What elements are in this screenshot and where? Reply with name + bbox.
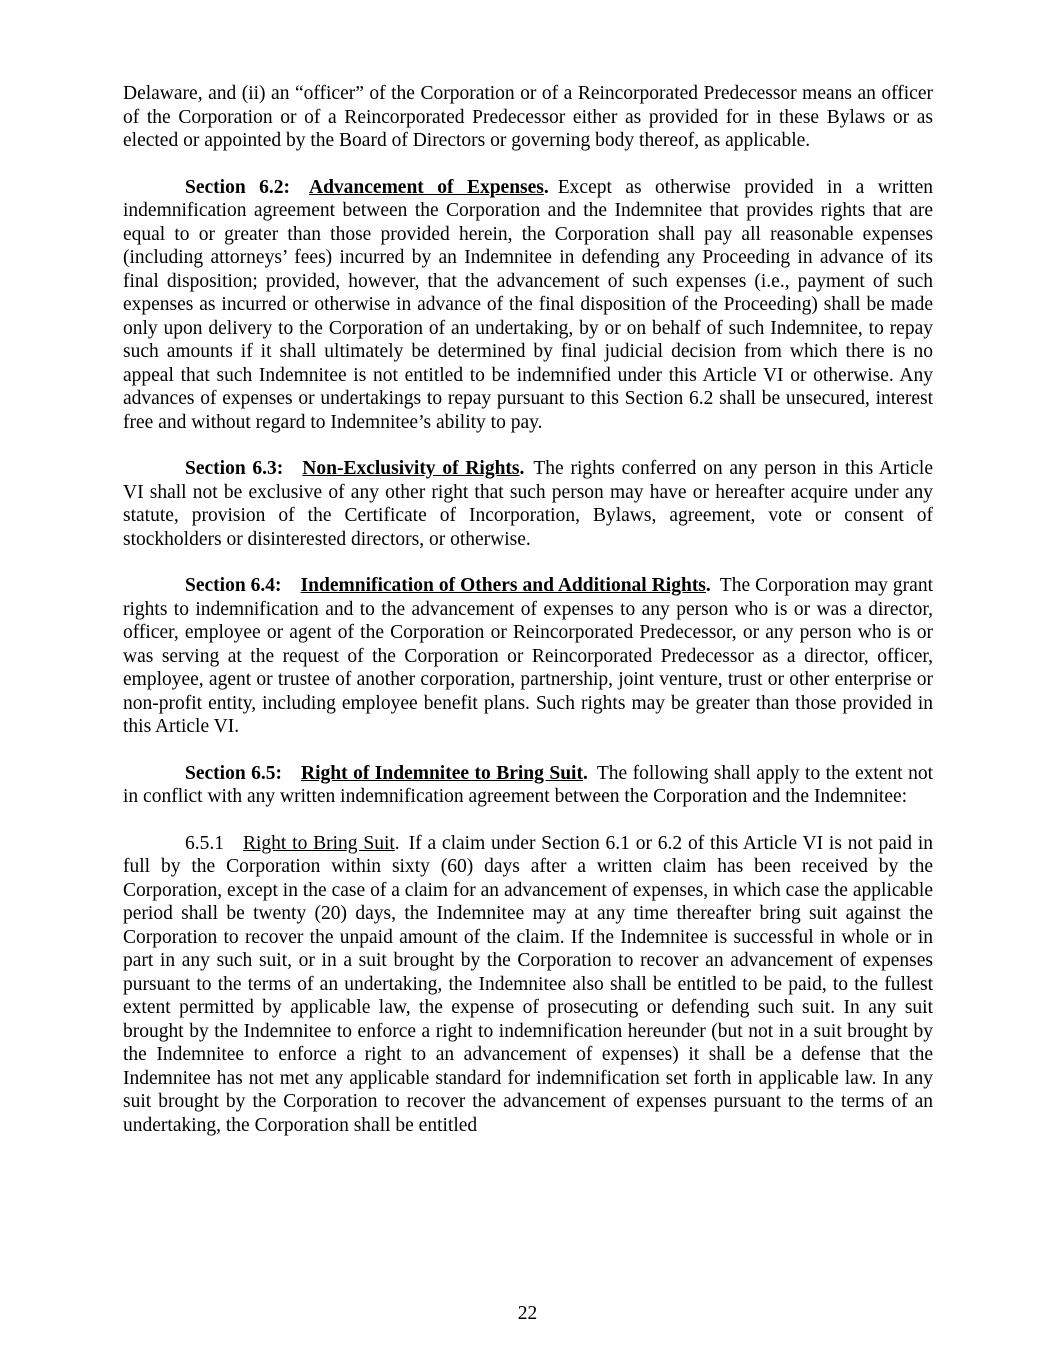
section-6-4-text: The Corporation may grant rights to indemnification and to the advancement of expenses to any person who is or was a director, officer, employee or agent of the Corporation or Reincorporated Predecessor, or any person who is or was serving at the request of the Corporation or Reincorporated Predecessor as a director, officer, employee, agent or trustee of another corporation, partnership, joint venture, trust or other enterprise or non-profit entity, including employee benefit plans. Such rights may be greater than those provided in this Article VI. [123, 575, 933, 737]
section-6-2-text: Except as otherwise provided in a written indemnification agreement between the Corporation and the Indemnitee that provides rights that are equal to or greater than those provided herein, the Corporation shall pay all reasonable expenses (including attorneys’ fees) incurred by an Indemnitee in defending any Proceeding in advance of its final disposition; provided, however, that the advancement of such expenses (i.e., payment of such expenses as incurred or otherwise in advance of the final disposition of the Proceeding) shall be made only upon delivery to the Corporation of an undertaking, by or on behalf of such Indemnitee, to repay such amounts if it shall ultimately be determined by final judicial decision from which there is no appeal that such Indemnitee is not entitled to be indemnified under this Article VI or otherwise. Any advances of expenses or undertakings to repay pursuant to this Section 6.2 shall be unsecured, interest free and without regard to Indemnitee’s ability to pay. [123, 176, 933, 433]
subsection-6-5-1-heading-period: . [394, 832, 400, 854]
section-6-4-paragraph [123, 574, 933, 739]
section-6-4-heading: Indemnification of Others and Additional Rights [300, 575, 706, 596]
section-6-3-heading: Non-Exclusivity of Rights [302, 458, 520, 479]
section-6-3-paragraph [123, 457, 933, 551]
section-6-5-label: Section 6.5: [185, 762, 283, 784]
section-6-5-heading-period: . [582, 762, 588, 784]
document-body [123, 82, 933, 1160]
section-6-2-label: Section 6.2: [185, 176, 290, 198]
section-6-2-heading-period: . [543, 176, 549, 198]
paragraph-text: Delaware, and (ii) an “officer” of the Corporation or of a Reincorporated Predecessor means an officer of the Corporation or of a Reincorporated Predecessor either as provided for in these Bylaws or as elected or appointed by the Board of Directors or governing body thereof, as applicable. [123, 83, 933, 151]
section-6-5-heading: Right of Indemnitee to Bring Suit [301, 762, 583, 784]
section-6-3-heading-period: . [519, 458, 525, 479]
section-6-5-text: The following shall apply to the extent not in conflict with any written indemnification agreement between the Corporation and the Indemnitee: [123, 762, 933, 807]
section-6-3-text: The rights conferred on any person in this Article VI shall not be exclusive of any other right that such person may have or hereafter acquire under any statute, provision of the Certificate of Incorporation, Bylaws, agreement, vote or consent of stockholders or disinterested directors, or otherwise. [123, 458, 933, 550]
subsection-6-5-1-text: If a claim under Section 6.1 or 6.2 of this Article VI is not paid in full by the Corporation within sixty (60) days after a written claim has been received by the Corporation, except in the case of a claim for an advancement of expenses, in which case the applicable period shall be twenty (20) days, the Indemnitee may at any time thereafter bring suit against the Corporation to recover the unpaid amount of the claim. If the Indemnitee is successful in whole or in part in any such suit, or in a suit brought by the Corporation to recover an advancement of expenses pursuant to the terms of an undertaking, the Indemnitee also shall be entitled to be paid, to the fullest extent permitted by applicable law, the expense of prosecuting or defending such suit. In any suit brought by the Indemnitee to enforce a right to indemnification hereunder (but not in a suit brought by the Indemnitee to enforce a right to an advancement of expenses) it shall be a defense that the Indemnitee has not met any applicable standard for indemnification set forth in applicable law. In any suit brought by the Corporation to recover the advancement of expenses pursuant to the terms of an undertaking, the Corporation shall be entitled [123, 832, 934, 1136]
subsection-6-5-1-heading: Right to Bring Suit [243, 832, 395, 854]
section-6-5-paragraph [123, 762, 933, 809]
subsection-6-5-1-label: 6.5.1 [185, 832, 224, 854]
section-6-2-paragraph [123, 176, 933, 435]
section-6-3-label: Section 6.3: [185, 458, 284, 479]
page-number: 22 [517, 1302, 538, 1324]
paragraph-continuation [123, 82, 933, 153]
section-6-4-heading-period: . [705, 575, 711, 596]
subsection-6-5-1-paragraph [123, 832, 933, 1138]
section-6-4-label: Section 6.4: [185, 575, 282, 596]
section-6-2-heading: Advancement of Expenses [308, 176, 544, 198]
